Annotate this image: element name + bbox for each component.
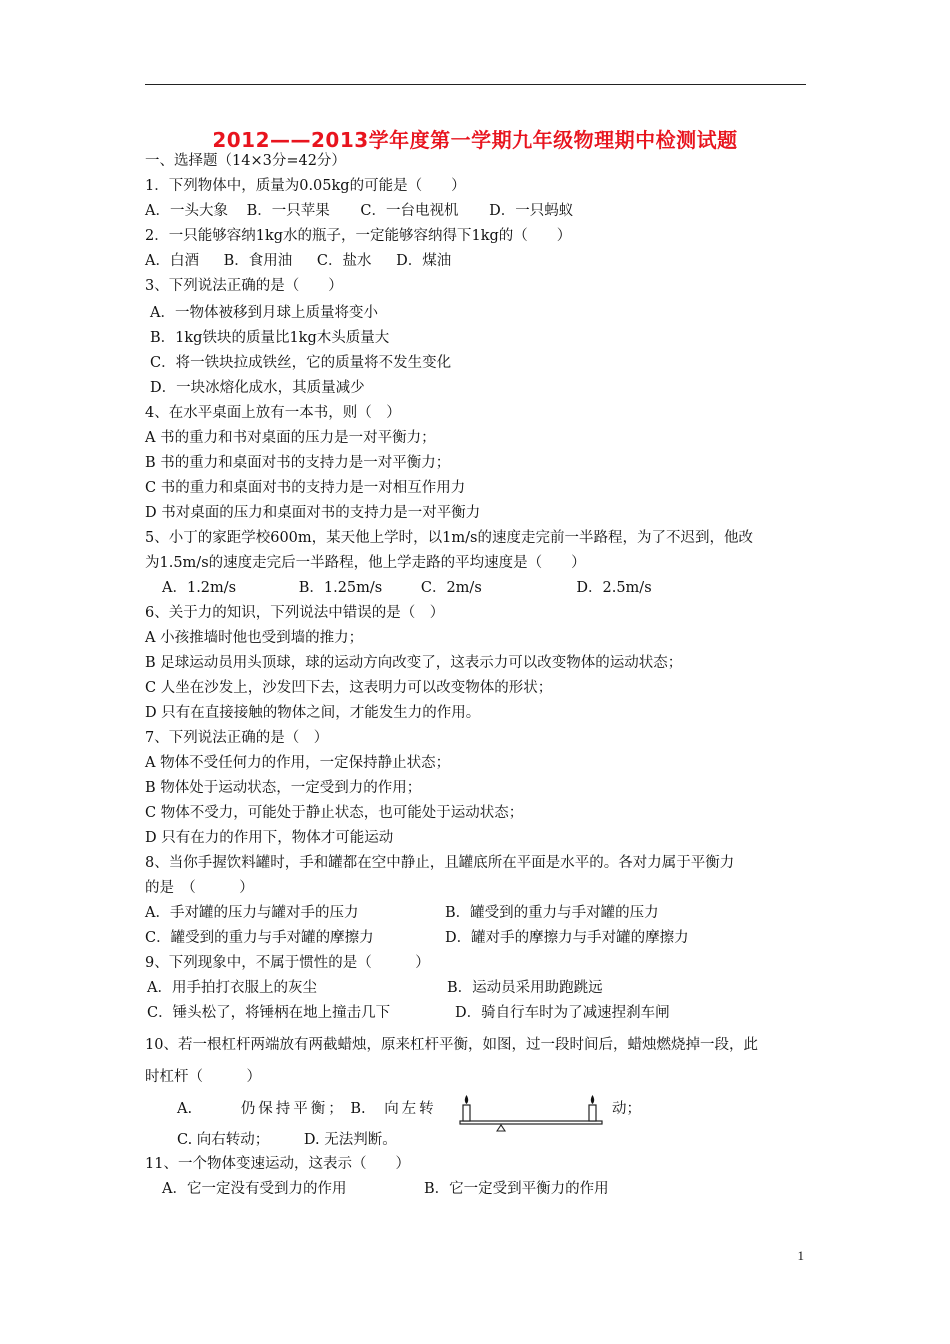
q8-option-a: A．手对罐的压力与罐对手的压力 <box>145 905 359 921</box>
q11-options <box>162 1180 609 1198</box>
fulcrum-icon <box>497 1125 505 1131</box>
q5-option-a: A．1.2m/s <box>162 580 237 596</box>
q6-option-b: B 足球运动员用头顶球，球的运动方向改变了，这表示力可以改变物体的运动状态； <box>145 655 683 671</box>
q10-stem-line2: 时杠杆（ ） <box>145 1069 261 1085</box>
q7-option-d: D 只有在力的作用下，物体才可能运动 <box>145 830 394 846</box>
right-flame-icon <box>591 1095 594 1104</box>
q8-option-b: B．罐受到的重力与手对罐的压力 <box>445 905 659 921</box>
q3-option-a: A．一物体被移到月球上质量将变小 <box>150 305 378 321</box>
lever-candle-diagram <box>458 1090 606 1138</box>
q5-options <box>162 579 652 597</box>
q9-options-row2 <box>147 1004 670 1022</box>
q6-option-d: D 只有在直接接触的物体之间，才能发生力的作用。 <box>145 705 481 721</box>
q5-stem-line1: 5、小丁的家距学校600m，某天他上学时，以1m/s的速度走完前一半路程，为了不迟到，他改 <box>145 530 753 546</box>
q7-option-b: B 物体处于运动状态，一定受到力的作用； <box>145 780 422 796</box>
q2-option-b: B．食用油 <box>223 253 293 269</box>
q8-option-c: C．罐受到的重力与手对罐的摩擦力 <box>145 930 374 946</box>
q10-options-row2 <box>177 1131 397 1149</box>
header-rule <box>145 84 806 85</box>
q4-option-d: D 书对桌面的压力和桌面对书的支持力是一对平衡力 <box>145 505 481 521</box>
q1-option-d: D．一只蚂蚁 <box>489 203 574 219</box>
q7-option-a: A 物体不受任何力的作用，一定保持静止状态； <box>145 755 451 771</box>
page-number: 1 <box>797 1248 804 1263</box>
exam-title: 2012——2013学年度第一学期九年级物理期中检测试题 <box>212 128 738 152</box>
q5-option-d: D．2.5m/s <box>576 580 652 596</box>
q3-option-d: D．一块冰熔化成水，其质量减少 <box>150 380 365 396</box>
q2-options <box>145 252 451 270</box>
q10-option-b-text: 向左转 <box>384 1101 437 1117</box>
q3-option-c: C．将一铁块拉成铁丝，它的质量将不发生变化 <box>150 355 452 371</box>
q4-option-c: C 书的重力和桌面对书的支持力是一对相互作用力 <box>145 480 466 496</box>
q9-option-c: C．锤头松了，将锤柄在地上撞击几下 <box>147 1005 391 1021</box>
q11-option-a: A．它一定没有受到力的作用 <box>162 1181 347 1197</box>
q8-stem-line1: 8、当你手握饮料罐时，手和罐都在空中静止，且罐底所在平面是水平的。各对力属于平衡力 <box>145 855 735 871</box>
q9-option-a: A．用手拍打衣服上的灰尘 <box>147 980 317 996</box>
q9-stem: 9、下列现象中，不属于惯性的是（ ） <box>145 955 430 971</box>
q10-option-c: C. 向右转动； <box>177 1132 270 1148</box>
q1-option-b: B．一只苹果 <box>246 203 330 219</box>
q10-option-a-letter: A. <box>177 1101 193 1117</box>
q9-options-row1 <box>147 979 603 997</box>
q1-stem: 1．下列物体中，质量为0.05kg的可能是（ ） <box>145 178 466 194</box>
left-candle <box>463 1105 470 1121</box>
q1-options <box>145 202 573 220</box>
q10-options-row1 <box>177 1100 437 1118</box>
q9-option-d: D．骑自行车时为了减速捏刹车闸 <box>455 1005 670 1021</box>
q5-stem-line2: 为1.5m/s的速度走完后一半路程，他上学走路的平均速度是（ ） <box>145 555 586 571</box>
q2-option-c: C．盐水 <box>316 253 372 269</box>
q4-stem: 4、在水平桌面上放有一本书，则（ ） <box>145 405 401 421</box>
q10-stem-line1: 10、若一根杠杆两端放有两截蜡烛，原来杠杆平衡，如图，过一段时间后，蜡烛燃烧掉一段，此 <box>145 1037 758 1053</box>
q5-option-b: B．1.25m/s <box>298 580 383 596</box>
q7-option-c: C 物体不受力，可能处于静止状态，也可能处于运动状态； <box>145 805 524 821</box>
q2-stem: 2．一只能够容纳1kg水的瓶子，一定能够容纳得下1kg的（ ） <box>145 228 572 244</box>
section-heading: 一、选择题（14×3分=42分） <box>145 153 346 169</box>
right-candle <box>589 1105 596 1121</box>
q4-option-b: B 书的重力和桌面对书的支持力是一对平衡力； <box>145 455 451 471</box>
q9-option-b: B．运动员采用助跑跳远 <box>447 980 603 996</box>
q1-option-c: C．一台电视机 <box>360 203 459 219</box>
q6-option-c: C 人坐在沙发上，沙发凹下去，这表明力可以改变物体的形状； <box>145 680 553 696</box>
q8-option-d: D．罐对手的摩擦力与手对罐的摩擦力 <box>445 930 689 946</box>
left-flame-icon <box>465 1095 468 1104</box>
q6-stem: 6、关于力的知识，下列说法中错误的是（ ） <box>145 605 445 621</box>
q10-option-d: D. 无法判断。 <box>303 1132 397 1148</box>
q11-stem: 11、一个物体变速运动，这表示（ ） <box>145 1156 410 1172</box>
q3-option-b: B．1kg铁块的质量比1kg木头质量大 <box>150 330 390 346</box>
q10-option-b-tail: 动； <box>612 1101 641 1117</box>
q1-option-a: A．一头大象 <box>145 203 228 219</box>
q8-options-row1 <box>145 904 659 922</box>
q10-option-b-letter: B. <box>350 1101 366 1117</box>
q6-option-a: A 小孩推墙时他也受到墙的推力； <box>145 630 364 646</box>
q5-option-c: C．2m/s <box>420 580 482 596</box>
q7-stem: 7、下列说法正确的是（ ） <box>145 730 329 746</box>
q3-stem: 3、下列说法正确的是（ ） <box>145 278 343 294</box>
q4-option-a: A 书的重力和书对桌面的压力是一对平衡力； <box>145 430 436 446</box>
q8-options-row2 <box>145 929 689 947</box>
q2-option-d: D．煤油 <box>396 253 452 269</box>
q10-option-a-text: 仍保持平衡； <box>240 1101 346 1117</box>
q11-option-b: B．它一定受到平衡力的作用 <box>424 1181 609 1197</box>
q8-stem-line2: 的是 （ ） <box>145 880 254 896</box>
q2-option-a: A．白酒 <box>145 253 199 269</box>
lever-beam <box>460 1121 602 1124</box>
